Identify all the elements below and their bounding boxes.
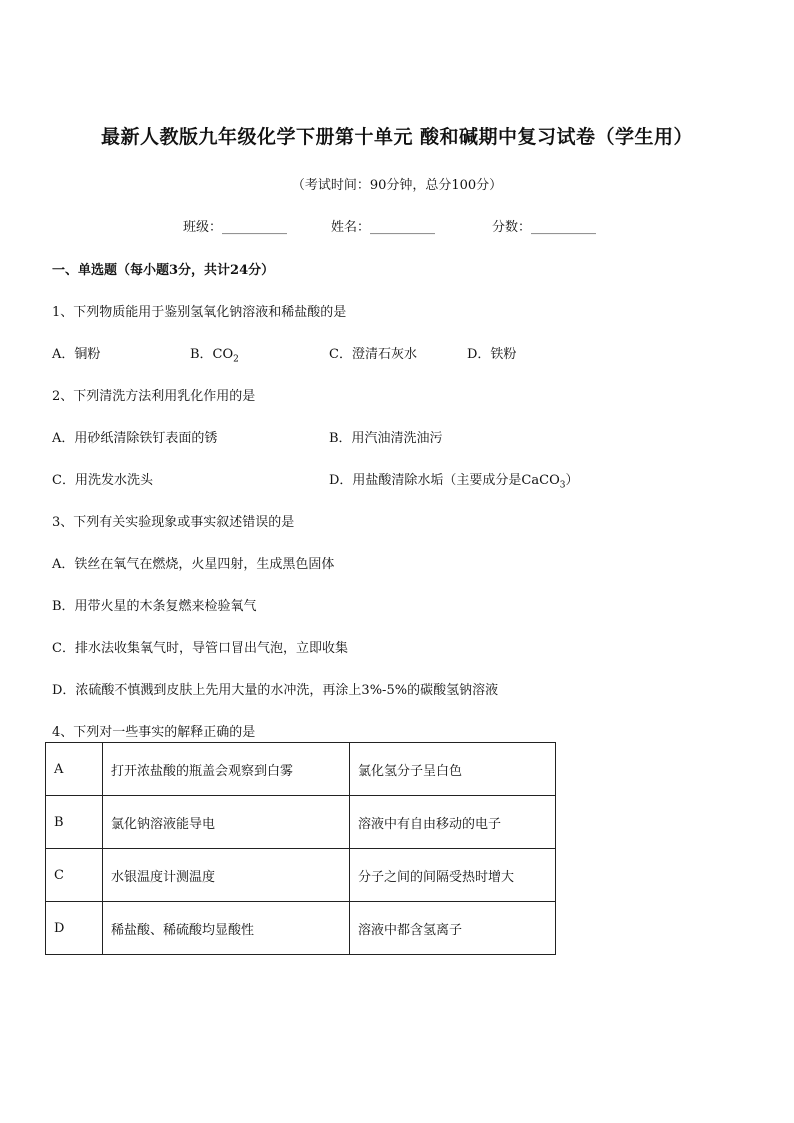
question-4-stem: 4、下列对一些事实的解释正确的是 [52,725,256,740]
class-field: 班级：__________ [183,220,288,235]
option-d-subscript: 3 [559,480,566,491]
question-2-option-a: A．用砂纸清除铁钉表面的锈 [52,431,218,446]
question-1-option-d: D．铁粉 [467,347,517,362]
row-fact: 水银温度计测温度 [103,849,350,902]
question-1-stem: 1、下列物质能用于鉴别氢氧化钠溶液和稀盐酸的是 [52,305,347,320]
table-row [46,902,556,955]
question-3-option-d: D．浓硫酸不慎溅到皮肤上先用大量的水冲洗，再涂上3%-5%的碳酸氢钠溶液 [52,683,499,698]
row-fact: 氯化钠溶液能导电 [103,796,350,849]
section-heading: 一、单选题（每小题3分，共计24分） [52,263,275,278]
question-2-option-d [329,469,578,491]
table-row [46,849,556,902]
table-row [46,796,556,849]
row-label: A [46,743,103,796]
question-3-stem: 3、下列有关实验现象或事实叙述错误的是 [52,515,295,530]
row-explanation: 溶液中都含氢离子 [350,902,556,955]
question-3-option-a: A．铁丝在氧气在燃烧，火星四射，生成黑色固体 [52,557,335,572]
row-explanation: 溶液中有自由移动的电子 [350,796,556,849]
exam-subtitle: （考试时间：90分钟，总分100分） [291,178,503,193]
question-1-option-b [190,343,239,365]
option-b-text: B．CO [190,347,234,362]
score-field: 分数：__________ [492,220,597,235]
question-1-option-a: A．铜粉 [52,347,101,362]
name-field: 姓名：__________ [331,220,436,235]
row-label: B [46,796,103,849]
question-3-option-b: B．用带火星的木条复燃来检验氧气 [52,599,257,614]
row-explanation: 分子之间的间隔受热时增大 [350,849,556,902]
option-d-suffix: ） [565,473,579,488]
option-d-text: D．用盐酸清除水垢（主要成分是CaCO [329,473,560,488]
question-4-table [45,742,556,955]
question-2-option-c: C．用洗发水洗头 [52,473,153,488]
row-label: D [46,902,103,955]
option-b-subscript: 2 [233,354,239,365]
row-label: C [46,849,103,902]
row-fact: 稀盐酸、稀硫酸均显酸性 [103,902,350,955]
question-3-option-c: C．排水法收集氧气时，导管口冒出气泡，立即收集 [52,641,348,656]
question-2-option-b: B．用汽油清洗油污 [329,431,443,446]
exam-title: 最新人教版九年级化学下册第十单元 酸和碱期中复习试卷（学生用） [100,126,694,148]
row-explanation: 氯化氢分子呈白色 [350,743,556,796]
table-row [46,743,556,796]
question-2-stem: 2、下列清洗方法利用乳化作用的是 [52,389,256,404]
question-1-option-c: C．澄清石灰水 [329,347,417,362]
row-fact: 打开浓盐酸的瓶盖会观察到白雾 [103,743,350,796]
